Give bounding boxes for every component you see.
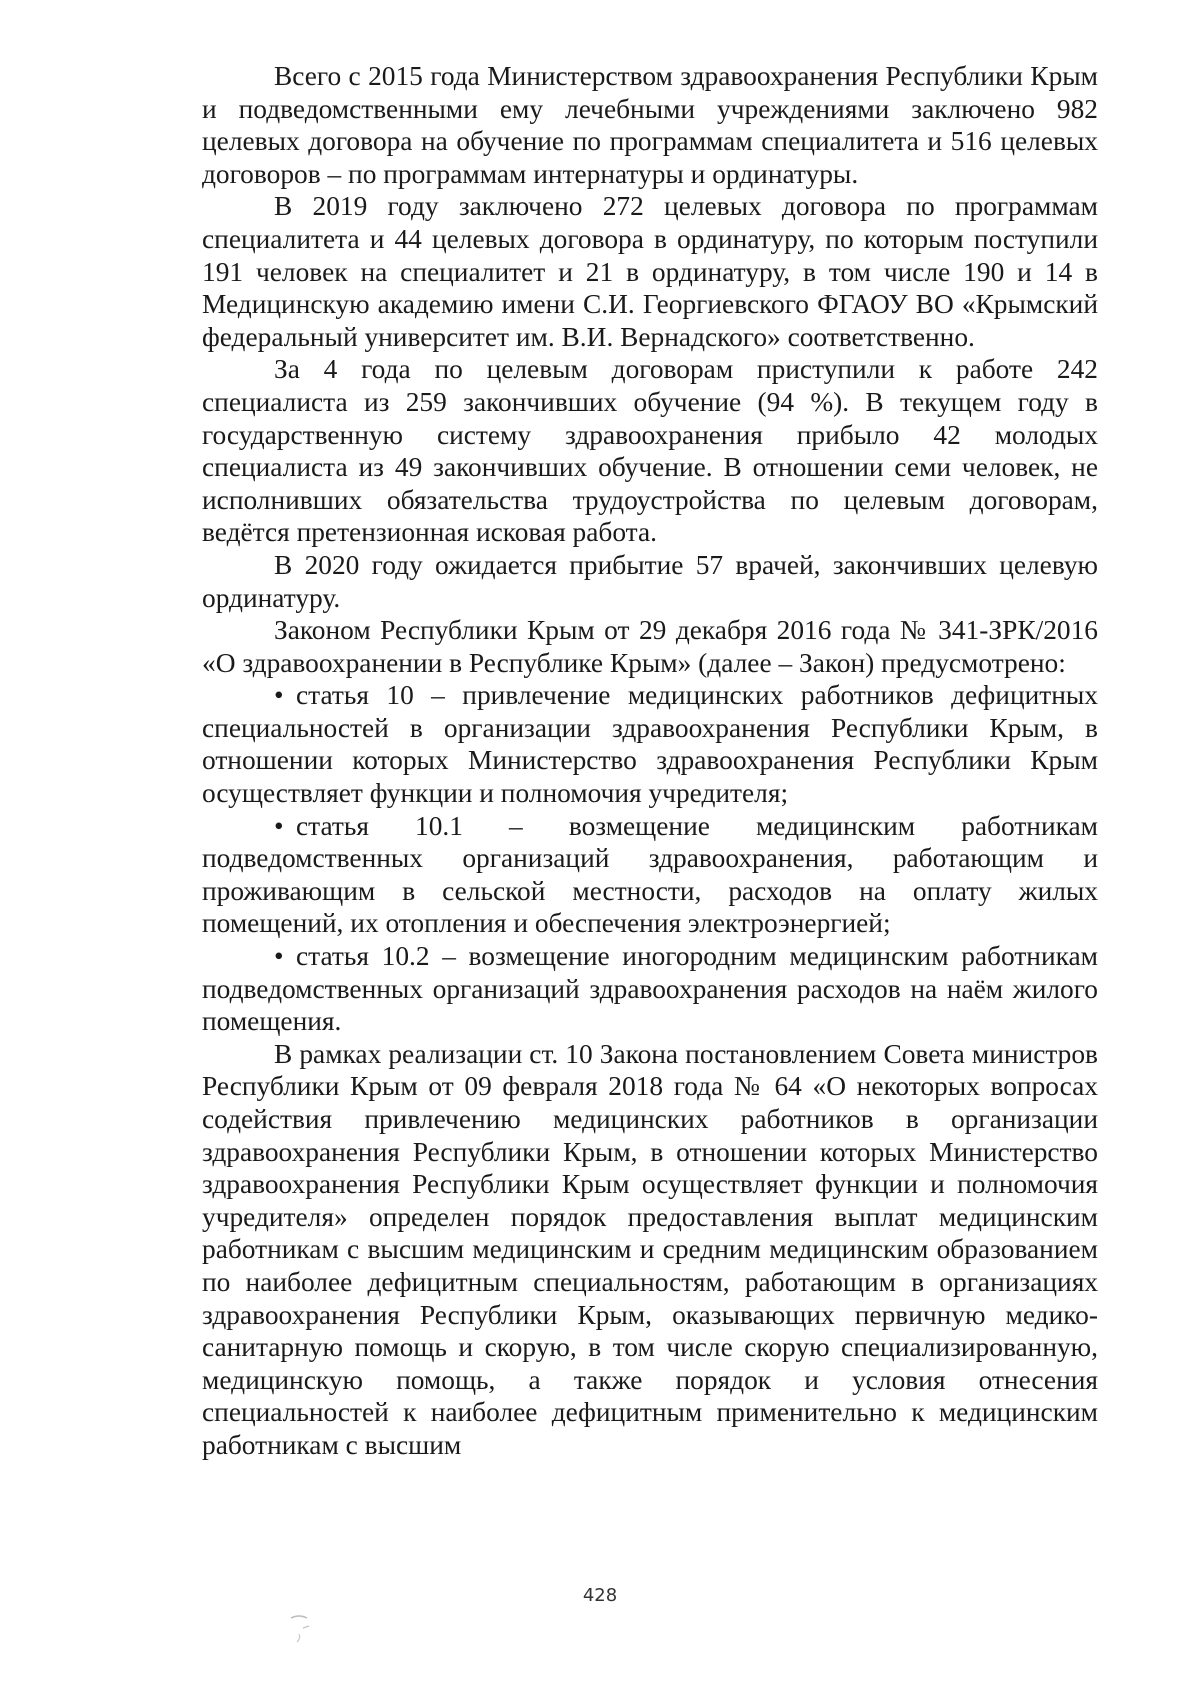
bullet-item-article-10-1	[202, 810, 1098, 940]
paragraph-resolution-64: В рамках реализации ст. 10 Закона постановлением Совета министров Республики Крым от 09 февраля 2018 года № 64 «О некоторых вопросах содействия привлечению медицинских работников в организации здравоохранения Республики Крым, в отношении которых Министерство здравоохранения Республики Крым осуществляет функции и полномочия учредителя» определен порядок предоставления выплат медицинским работникам с высшим медицинским и средним медицинским образованием по наиболее дефицитным специальностям, работающим в организациях здравоохранения Республики Крым, оказывающих первичную медико-санитарную помощь и скорую, в том числе скорую специализированную, медицинскую помощь, а также порядок и условия отнесения специальностей к наиболее дефицитным применительно к медицинским работникам с высшим	[202, 1038, 1098, 1460]
bullet-item-article-10-2	[202, 940, 1098, 1038]
scan-artifact-icon	[285, 1612, 325, 1652]
bullet-icon: •	[274, 680, 284, 711]
paragraph-2019-contracts: В 2019 году заключено 272 целевых договора по программам специалитета и 44 целевых договора в ординатуру, по которым поступили 191 человек на специалитет и 21 в ординатуру, в том числе 190 и 14 в Медицинскую академию имени С.И. Георгиевского ФГАОУ ВО «Крымский федеральный университет им. В.И. Вернадского» соответственно.	[202, 191, 1098, 352]
paragraph-2020-expectation: В 2020 году ожидается прибытие 57 врачей, закончивших целевую ординатуру.	[202, 549, 1098, 613]
bullet-text: статья 10 – привлечение медицинских работников дефицитных специальностей в организации здравоохранения Республики Крым, в отношении которых Министерство здравоохранения Республики Крым осуществляет функции и полномочия учредителя;	[202, 680, 1098, 809]
paragraph-law-reference: Законом Республики Крым от 29 декабря 2016 года № 341-ЗРК/2016 «О здравоохранении в Республике Крым» (далее – Закон) предусмотрено:	[202, 615, 1098, 678]
paragraph-employment-results: За 4 года по целевым договорам приступили к работе 242 специалиста из 259 закончивших обучение (94 %). В текущем году в государственную систему здравоохранения прибыло 42 молодых специалиста из 49 закончивших обучение. В отношении семи человек, не исполнивших обязательства трудоустройства по целевым договорам, ведётся претензионная исковая работа.	[202, 354, 1098, 548]
bullet-icon: •	[274, 941, 284, 972]
bullet-text: статья 10.1 – возмещение медицинским работникам подведомственных организаций здравоохранения, работающим и проживающим в сельской местности, расходов на оплату жилых помещений, их отопления и обеспечения электроэнергией;	[202, 810, 1098, 939]
bullet-item-article-10	[202, 679, 1098, 809]
bullet-text: статья 10.2 – возмещение иногородним медицинским работникам подведомственных организаций здравоохранения расходов на наём жилого помещения.	[202, 941, 1098, 1037]
page-number: 428	[582, 1585, 618, 1606]
paragraph-targeted-contracts-total: Всего с 2015 года Министерством здравоохранения Республики Крым и подведомственными ему лечебными учреждениями заключено 982 целевых договора на обучение по программам специалитета и 516 целевых договоров – по программам интернатуры и ординатуры.	[202, 61, 1098, 189]
document-body	[202, 60, 1098, 1462]
bullet-icon: •	[274, 810, 284, 841]
